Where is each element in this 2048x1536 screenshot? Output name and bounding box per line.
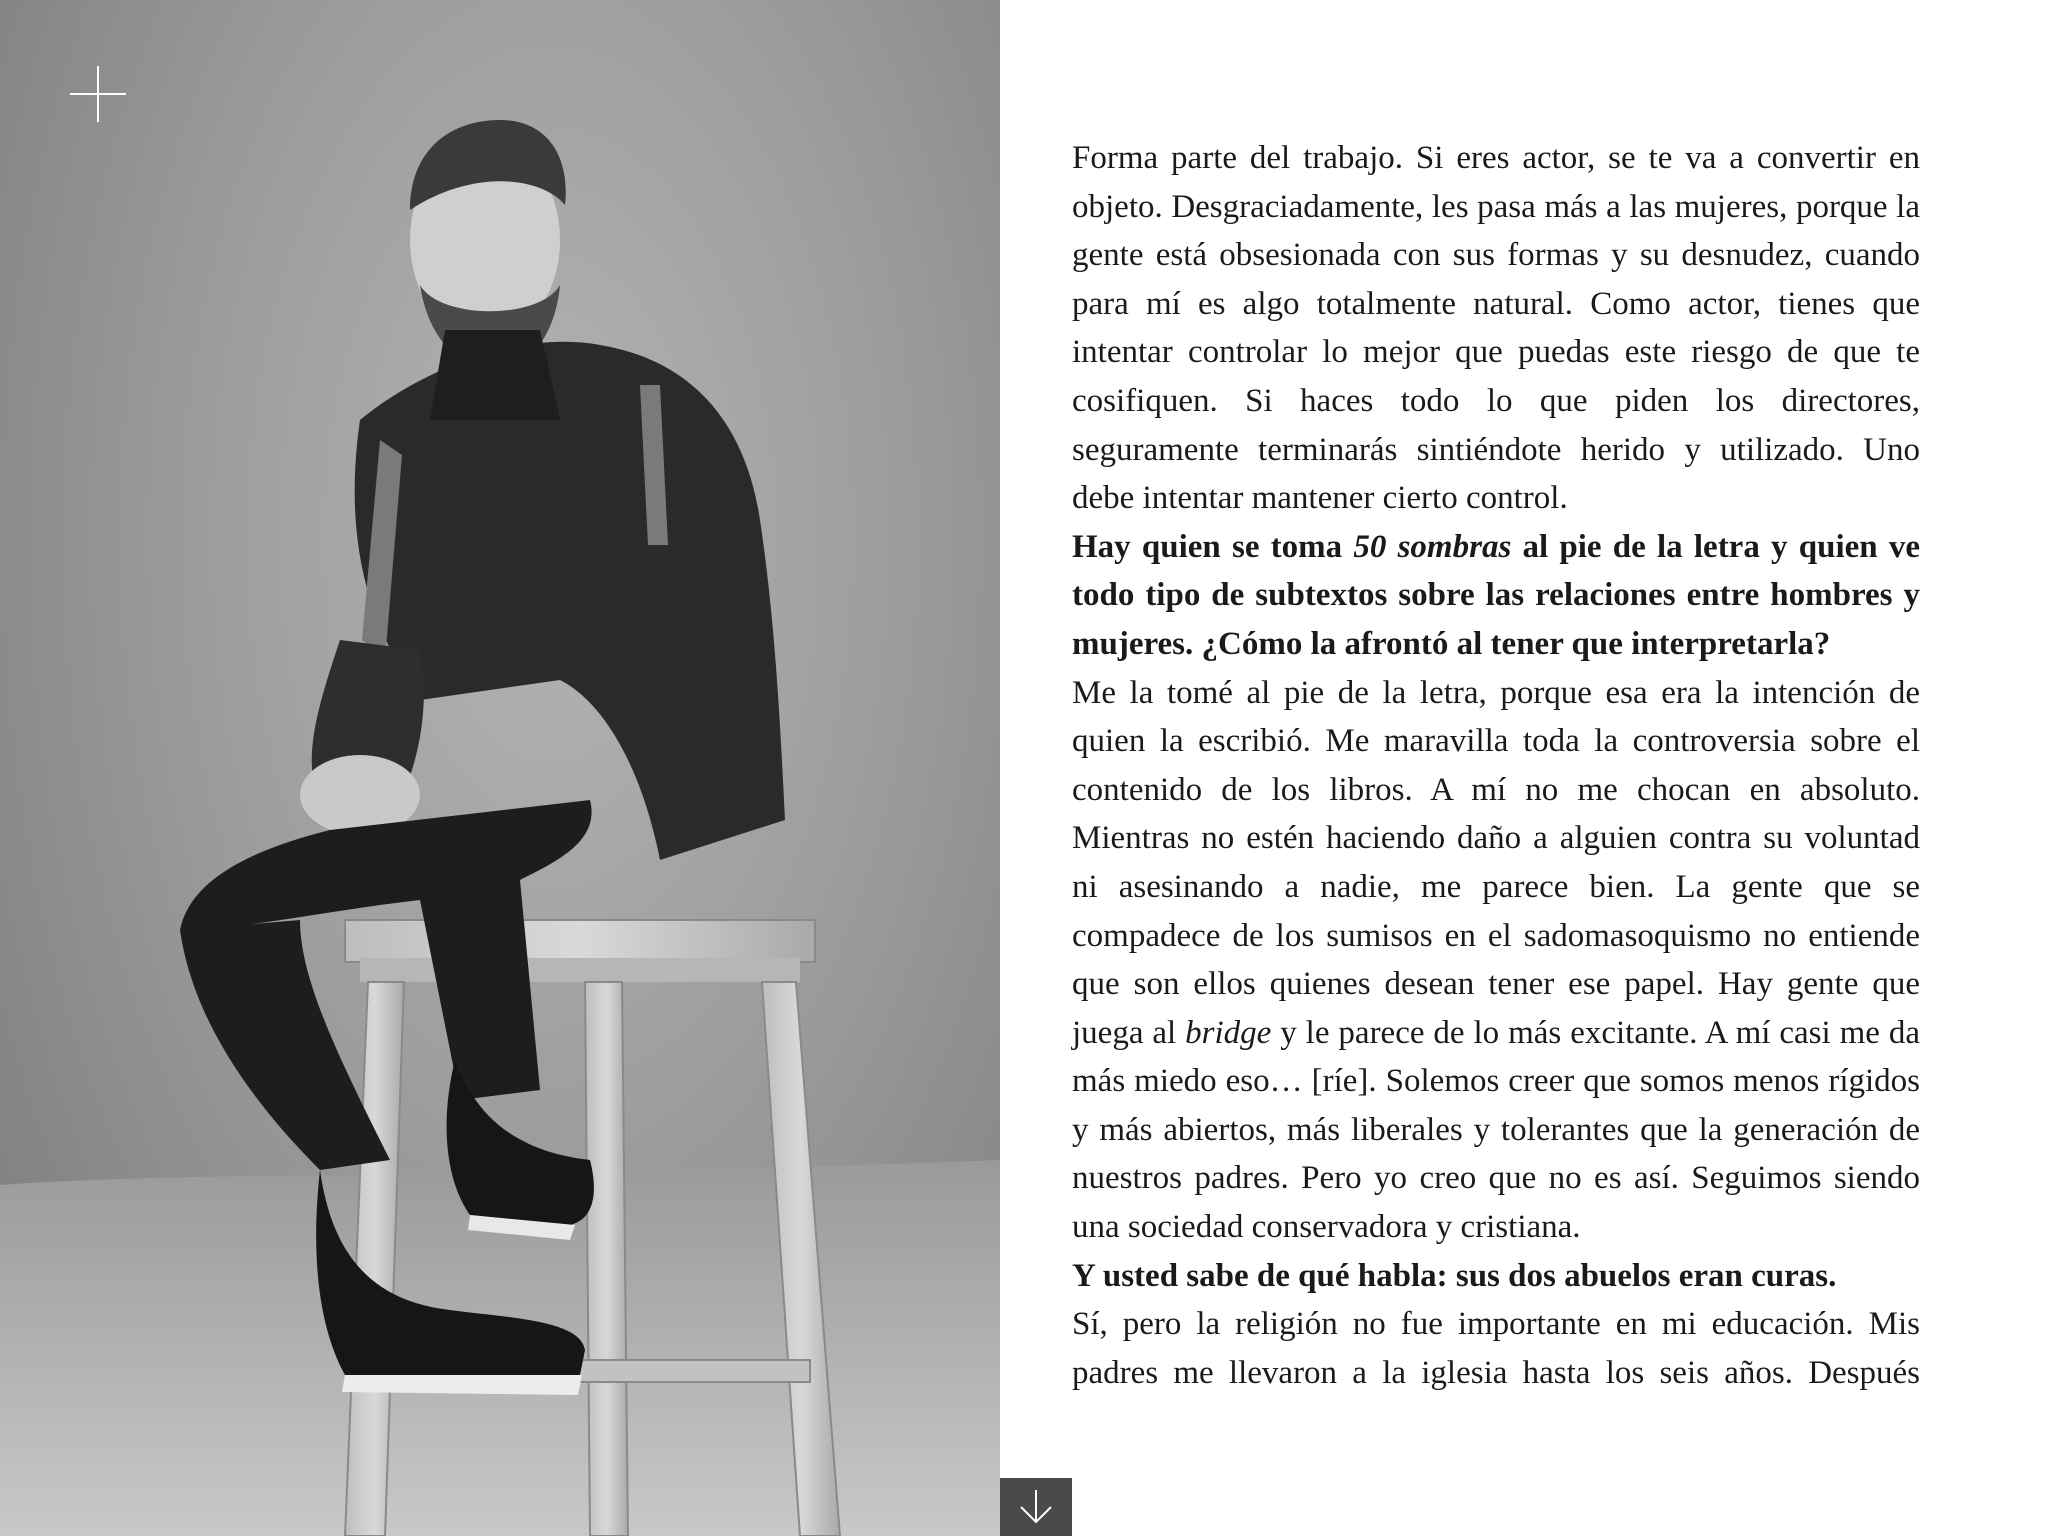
- game-name: bridge: [1185, 1014, 1272, 1051]
- interview-question: [1072, 523, 1920, 669]
- article-text: [1072, 134, 1920, 1397]
- answer-paragraph: Sí, pero la religión no fue importante en mi educación. Mis padres me llevaron a la iglesia hasta los seis años. Después: [1072, 1306, 1920, 1391]
- arrow-down-icon: [1018, 1488, 1054, 1526]
- portrait-photo: [0, 0, 1000, 1536]
- answer-text: Me la tomé al pie de la letra, porque esa era la intención de quien la escribió. Me maravilla toda la controversia sobre el contenido de los libros. A mí no me chocan en absoluto. Mientras no estén haciendo daño a alguien contra su voluntad ni asesinando a nadie, me parece bien. La gente que se compadece de los sumisos en el sadomasoquismo no entiende que son ellos quienes desean tener ese papel. Hay gente que juega al: [1072, 674, 1920, 1051]
- question-text: al pie de la letra y quien ve todo tipo de subtextos sobre las relaciones entre hombres y mujeres. ¿Cómo la afrontó al tener que interpretarla?: [1072, 528, 1920, 662]
- plus-icon[interactable]: [70, 66, 126, 122]
- answer-paragraph: [1072, 669, 1920, 1252]
- scroll-down-button[interactable]: [1000, 1478, 1072, 1536]
- interview-question: Y usted sabe de qué habla: sus dos abuelos eran curas.: [1072, 1257, 1837, 1294]
- question-text: Hay quien se toma: [1072, 528, 1354, 565]
- answer-paragraph: Forma parte del trabajo. Si eres actor, se te va a convertir en objeto. Desgraciadamente, les pasa más a las mujeres, porque la gente está obsesionada con sus formas y su desnudez, cuando para mí es algo totalmente natural. Como actor, tienes que intentar controlar lo mejor que puedas este riesgo de que te cosifiquen. Si haces todo lo que piden los directores, seguramente terminarás sintiéndote herido y utilizado. Uno debe intentar mantener cierto control.: [1072, 140, 1920, 517]
- photo-illustration: [0, 0, 1000, 1536]
- answer-text: y le parece de lo más excitante. A mí casi me da más miedo eso… [ríe]. Solemos creer que somos menos rígidos y más abiertos, más liberales y tolerantes que la generación de nuestros padres. Pero yo creo que no es así. Seguimos siendo una sociedad conservadora y cristiana.: [1072, 1014, 1920, 1246]
- book-title: 50 sombras: [1353, 528, 1512, 565]
